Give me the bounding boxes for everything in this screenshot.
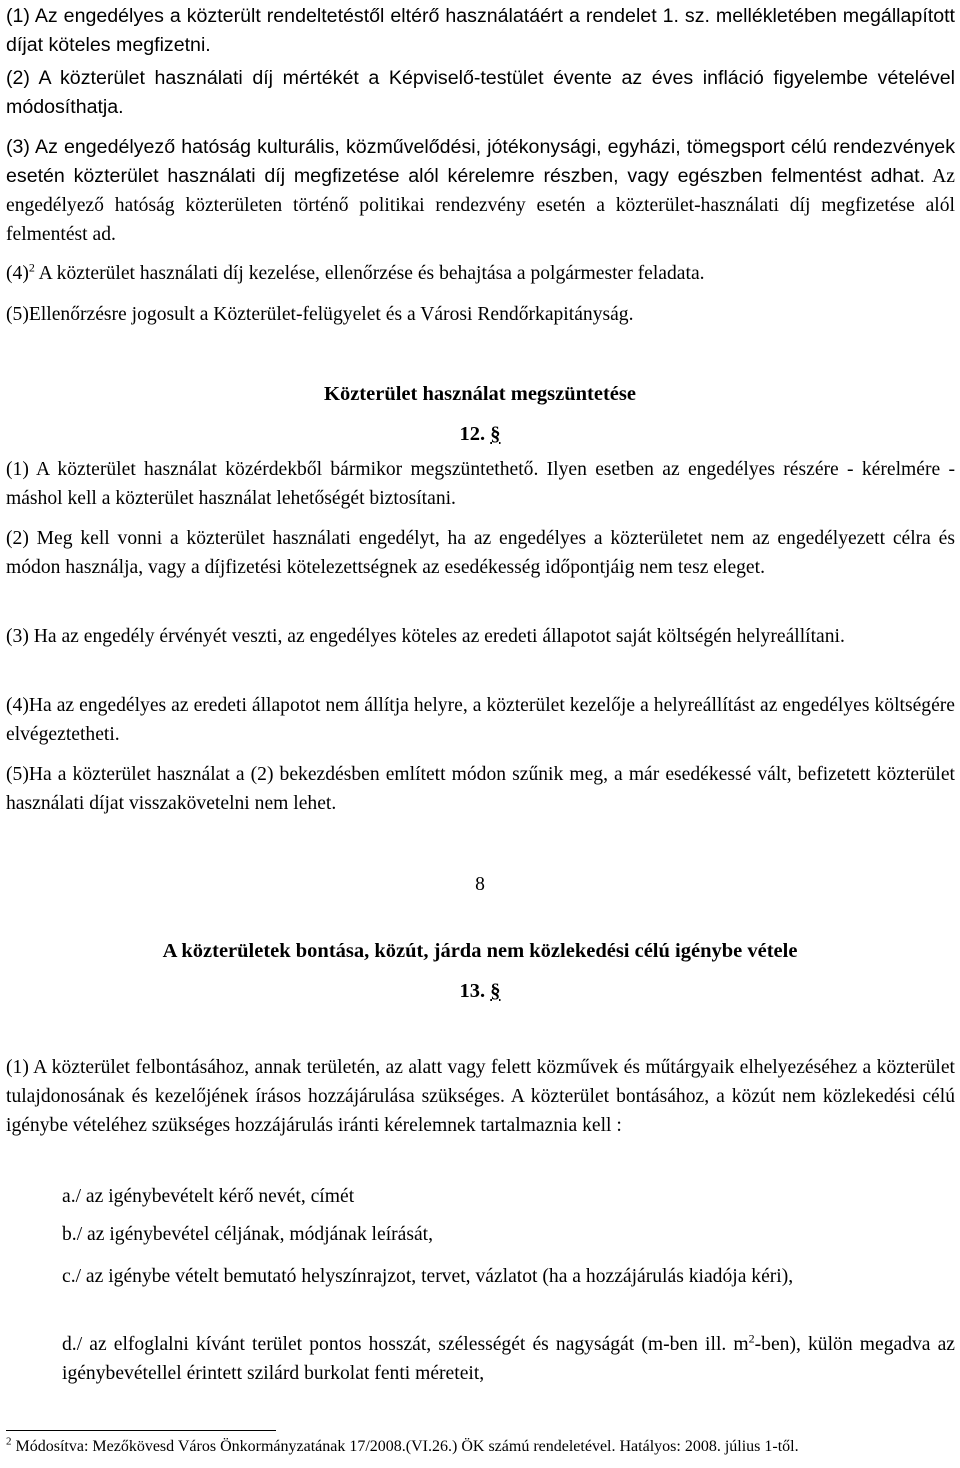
paragraph-4-prefix: (4) — [6, 263, 29, 284]
paragraph-4-text: A közterület használati díj kezelése, ellenőrzése és behajtása a polgármester feladata. — [34, 263, 705, 284]
section-12-paragraph-3: (3) Ha az engedély érvényét veszti, az engedélyes köteles az eredeti állapotot saját költségén helyreállítani. — [6, 626, 845, 647]
section-13-number-text: 13. — [459, 980, 491, 1002]
section-12-paragraph-2: (2) Meg kell vonni a közterület használati engedélyt, ha az engedélyes a közterületet nem az engedélyezett célra és módon használja, vagy a díjfizetési kötelezettségnek az esedékesség időpontjáig nem tesz eleget. — [6, 528, 955, 578]
section-12-number-text: 12. — [459, 423, 491, 445]
superscript-2: 2 — [748, 1331, 755, 1346]
section-mark-13: § — [490, 980, 501, 1002]
section-12-number — [0, 420, 960, 449]
section-13-number — [0, 977, 960, 1006]
section-mark-12: § — [490, 423, 501, 445]
list-item-b: b./ az igénybevétel céljának, módjának leírását, — [62, 1224, 434, 1245]
footnote-separator — [6, 1430, 276, 1431]
chapter-number: 8 — [475, 874, 485, 895]
list-item-d-text-2: -ben), külön megadva az igénybevétellel érintett szilárd burkolat fenti méreteit, — [62, 1334, 955, 1384]
section-12-paragraph-1: (1) A közterület használat közérdekből bármikor megszüntethető. Ilyen esetben az engedélyes részére - kérelmére - máshol kell a közterület használat lehetőségét biztosítani. — [6, 459, 955, 509]
paragraph-2: (2) A közterület használati díj mértékét a Képviselő-testület évente az éves infláció figyelembe vételével módosíthatja. — [6, 67, 955, 118]
footnote-text: Módosítva: Mezőkövesd Város Önkormányzatának 17/2008.(VI.26.) ÖK számú rendeletével. Hatályos: 2008. július 1-től. — [11, 1438, 799, 1455]
section-12-paragraph-5: (5)Ha a közterület használat a (2) bekezdésben említett módon szűnik meg, a már esedékessé vált, befizetett közterület használati díjat visszakövetelni nem lehet. — [6, 764, 955, 814]
paragraph-3-part-1: (3) Az engedélyező hatóság kulturális, közművelődési, jótékonysági, egyházi, tömegsport célú rendezvények esetén közterület használati díj megfizetése alól kérelemre részben, vagy egészben felmentést adhat. — [6, 136, 955, 187]
paragraph-1: (1) Az engedélyes a közterült rendeltetéstől eltérő használatáért a rendelet 1. sz. mellékletében megállapított díjat köteles megfizetni. — [6, 5, 955, 56]
section-13-paragraph-1: (1) A közterület felbontásához, annak területén, az alatt vagy felett közművek és műtárgyaik elhelyezéséhez a közterület tulajdonosának és kezelőjének írásos hozzájárulása szükséges. A közterület bontásához, a közút nem közlekedési célú igénybe vételéhez szükséges hozzájárulás iránti kérelemnek tartalmaznia kell : — [6, 1057, 955, 1136]
list-item-d — [62, 1330, 955, 1388]
section-12-paragraph-4: (4)Ha az engedélyes az eredeti állapotot nem állítja helyre, a közterület kezelője a helyreállítást az engedélyes költségére elvégeztetheti. — [6, 695, 955, 745]
paragraph-4 — [6, 259, 955, 288]
paragraph-5: (5)Ellenőrzésre jogosult a Közterület-felügyelet és a Városi Rendőrkapitányság. — [6, 304, 634, 325]
section-12-heading: Közterület használat megszüntetése — [324, 383, 636, 405]
paragraph-3-part-2: Az engedélyező hatóság közterületen történő politikai rendezvény esetén a közterület-használati díj megfizetése alól felmentést ad. — [6, 166, 955, 245]
list-item-c: c./ az igénybe vételt bemutató helyszínrajzot, tervet, vázlatot (ha a hozzájárulás kiadója kéri), — [62, 1266, 794, 1287]
section-13-heading: A közterületek bontása, közút, járda nem közlekedési célú igénybe vétele — [162, 940, 798, 962]
paragraph-3 — [6, 133, 955, 249]
list-item-a: a./ az igénybevételt kérő nevét, címét — [62, 1186, 355, 1207]
footnote-reference: 2 — [28, 260, 35, 275]
list-item-d-text-1: d./ az elfoglalni kívánt terület pontos hosszát, szélességét és nagyságát (m-ben ill. m — [62, 1334, 749, 1355]
footnote-number: 2 — [6, 1435, 12, 1448]
footnote — [6, 1436, 955, 1458]
